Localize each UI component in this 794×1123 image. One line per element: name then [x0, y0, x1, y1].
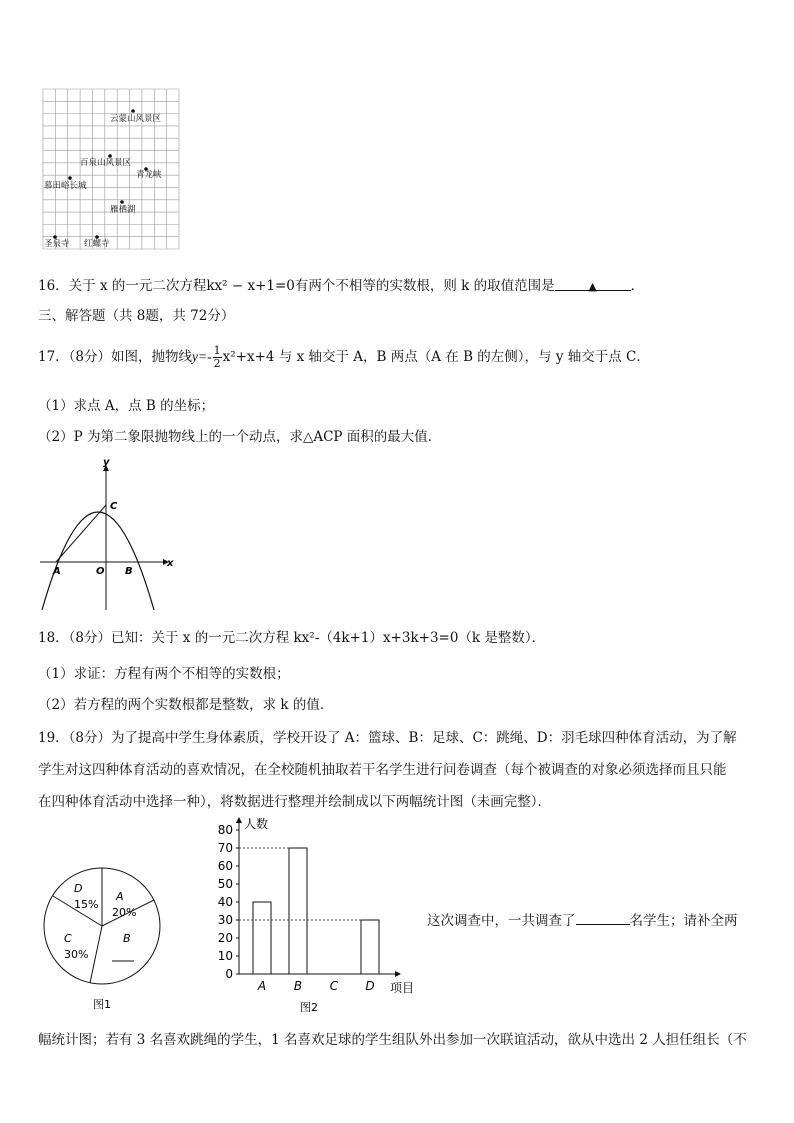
q16-answer-blank[interactable]	[555, 276, 631, 291]
question-17	[38, 340, 650, 374]
bar-categories	[257, 979, 375, 993]
bar-marks	[239, 848, 379, 974]
map-point-yunmeng	[131, 109, 135, 113]
map-label-hongluo: 红螺寺	[84, 239, 110, 249]
map-point-yanqi	[120, 200, 124, 204]
pie-pct-c: 30%	[64, 948, 89, 961]
q16-text: 16．关于 x 的一元二次方程kx² − x+1=0有两个不相等的实数根，则 k 的取值范围是	[38, 278, 555, 294]
q17-part1: （1）求点 A，点 B 的坐标；	[38, 398, 215, 414]
label-x: x	[167, 558, 174, 569]
question-18: 18．（8分）已知：关于 x 的一元二次方程 kx²-（4k+1）x+3k+3=0（k 是整数）．	[38, 630, 546, 646]
label-o: O	[96, 566, 105, 577]
q19-side-b: 名学生；请补全两	[629, 913, 738, 929]
bar-y-tick-label: 20	[217, 931, 233, 945]
bar-category-D: D	[365, 979, 375, 993]
map-label-qinglong: 青龙峡	[136, 170, 162, 180]
q16-end: ．	[630, 278, 645, 294]
q17-frac-num: 1	[213, 344, 221, 357]
map-label-yunmeng: 云蒙山风景区	[110, 114, 162, 124]
parabola-figure	[36, 456, 186, 614]
section-heading: 三、解答题（共 8题，共 72分）	[38, 308, 235, 324]
bar-y-tick-label: 10	[217, 949, 233, 963]
q17-part2: （2）P 为第二象限抛物线上的一个动点，求△ACP 面积的最大值．	[38, 429, 442, 445]
map-grid-lines	[43, 89, 179, 249]
question-19-line3: 在四种体育活动中选择一种），将数据进行整理并绘制成以下两幅统计图（未画完整）．	[38, 794, 551, 810]
question-19-line2: 学生对这四种体育活动的喜欢情况，在全校随机抽取若干名学生进行问卷调查（每个被调查的对象必须选择而且只能	[38, 762, 727, 778]
bar-y-tick-label: 50	[217, 877, 233, 891]
bar-B	[289, 848, 307, 974]
q19-side-text	[427, 910, 738, 931]
bar-category-A: A	[257, 979, 267, 993]
pie-label-b: B	[123, 932, 131, 945]
bar-y-tick-label: 30	[217, 913, 233, 927]
q17-fraction	[213, 345, 222, 370]
bar-caption: 图2	[300, 1001, 318, 1014]
map-grid-figure	[42, 88, 182, 250]
map-label-baiquan: 百泉山风景区	[80, 158, 132, 168]
bar-category-C: C	[329, 979, 339, 993]
bar-ylabel: 人数	[244, 817, 269, 831]
bar-A	[253, 902, 271, 974]
question-16	[38, 276, 644, 296]
bar-y-ticks	[218, 823, 239, 981]
q17-rest: x²+x+4 与 x 轴交于 A，B 两点（A 在 B 的左侧），与 y 轴交于点 C．	[222, 349, 650, 365]
question-19-line4: 幅统计图；若有 3 名喜欢跳绳的学生，1 名喜欢足球的学生组队外出参加一次联谊活动，欲从中选出 2 人担任组长（不	[38, 1032, 747, 1048]
map-label-yanqi: 雁栖湖	[110, 205, 136, 215]
bar-y-tick-label: 80	[217, 823, 233, 837]
pie-pct-a: 20%	[112, 906, 137, 919]
parabola-curve	[42, 512, 154, 610]
bar-y-tick-label: 60	[217, 859, 233, 873]
pie-pct-d: 15%	[74, 898, 99, 911]
pie-chart-figure	[40, 860, 180, 1020]
q16-marker: ▲	[588, 280, 597, 293]
bar-category-B: B	[293, 979, 303, 993]
label-y: y	[103, 457, 110, 468]
bar-chart-figure	[208, 814, 428, 1024]
q19-count-blank[interactable]	[576, 910, 630, 925]
map-label-mutianyu: 慕田峪长城	[44, 181, 87, 191]
bar-xlabel: 项目	[390, 981, 415, 995]
question-19-line1: 19．（8分）为了提高中学生身体素质，学校开设了 A：篮球、B：足球、C：跳绳、D：羽毛球四种体育活动，为了解	[38, 730, 737, 746]
pie-label-c: C	[64, 932, 72, 945]
pie-divider-bottom	[90, 926, 102, 983]
segment-ac	[56, 505, 106, 562]
bar-y-tick-label: 70	[217, 841, 233, 855]
q17-head: 17．（8分）如图，抛物线	[38, 349, 193, 365]
label-b: B	[125, 566, 133, 577]
pie-label-d: D	[74, 882, 83, 895]
pie-caption: 图1	[93, 998, 111, 1011]
label-a: A	[53, 566, 61, 577]
map-point-mutianyu	[68, 176, 72, 180]
bar-y-tick-label: 0	[225, 967, 233, 981]
q17-frac-den: 2	[213, 357, 221, 370]
map-label-shengquan: 圣泉寺	[44, 239, 70, 249]
q18-part1: （1）求证：方程有两个不相等的实数根；	[38, 666, 290, 682]
bar-D	[361, 920, 379, 974]
pie-label-a: A	[116, 890, 124, 903]
q18-part2: （2）若方程的两个实数根都是整数，求 k 的值．	[38, 697, 334, 713]
bar-y-tick-label: 40	[217, 895, 233, 909]
q19-side-a: 这次调查中，一共调查了	[427, 913, 576, 929]
label-c: C	[110, 501, 118, 512]
q17-yeq: y=-	[192, 349, 212, 364]
